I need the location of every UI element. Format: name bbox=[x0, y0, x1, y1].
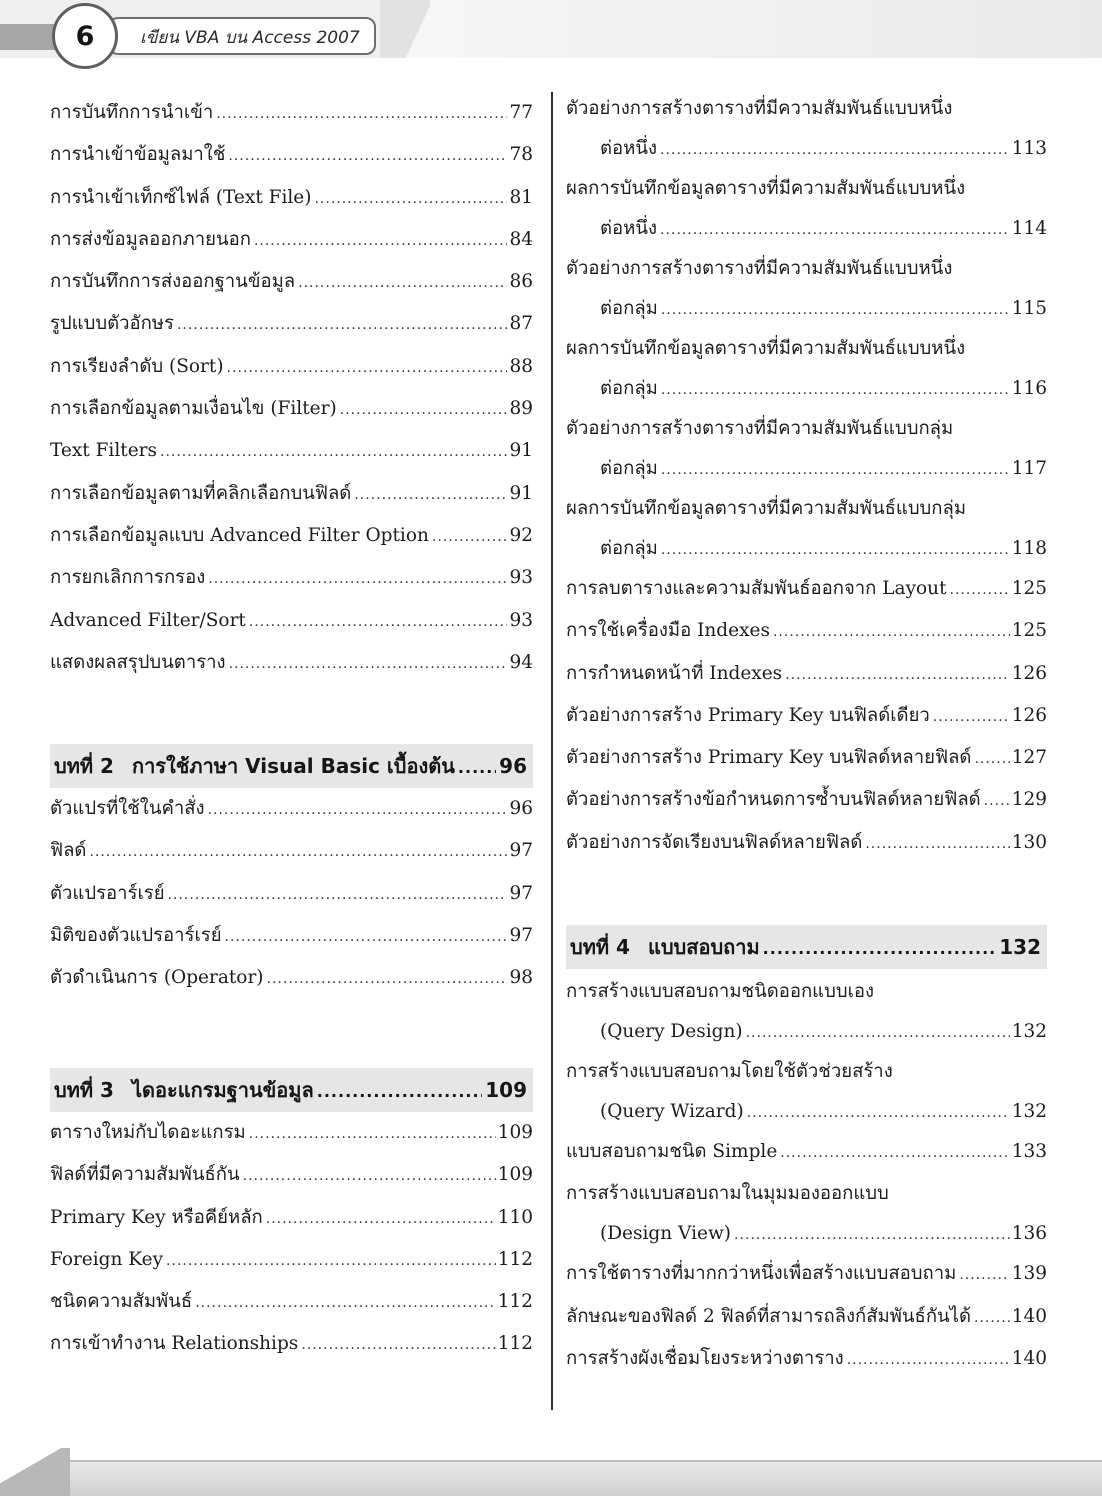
toc-list bbox=[50, 1112, 533, 1366]
toc-list bbox=[566, 1253, 1047, 1380]
toc-entry-continuation bbox=[566, 1093, 1047, 1131]
toc-entry bbox=[50, 788, 533, 830]
toc-leader bbox=[660, 131, 1010, 169]
toc-left-column bbox=[50, 92, 533, 684]
toc-entry-page: 133 bbox=[1011, 1141, 1047, 1162]
toc-entry-continuation bbox=[566, 130, 1047, 168]
toc-entry-title: การสร้างแบบสอบถามชนิดออกแบบเอง bbox=[566, 981, 875, 1002]
toc-entry bbox=[566, 568, 1047, 610]
toc-entry-page: 109 bbox=[497, 1164, 533, 1186]
toc-entry-continuation bbox=[566, 450, 1047, 488]
toc-entry-page: 87 bbox=[509, 313, 533, 335]
toc-leader bbox=[168, 874, 508, 916]
toc-entry-page: 126 bbox=[1011, 662, 1047, 684]
toc-entry-title: รูปแบบตัวอักษร bbox=[50, 313, 174, 335]
toc-list bbox=[566, 568, 1047, 864]
toc-entry-page: 140 bbox=[1011, 1347, 1047, 1369]
toc-two-line-entry bbox=[566, 1051, 1047, 1131]
toc-leader bbox=[317, 1070, 483, 1114]
toc-entry-title: ตัวอย่างการสร้างตารางที่มีความสัมพันธ์แบบหนึ่ง bbox=[566, 258, 953, 279]
toc-entry-title: การนำเข้าข้อมูลมาใช้ bbox=[50, 144, 226, 166]
toc-leader bbox=[298, 262, 507, 304]
toc-entry-title: การเลือกข้อมูลตามที่คลิกเลือกบนฟิลด์ bbox=[50, 482, 352, 504]
toc-leader bbox=[660, 211, 1010, 249]
toc-entry-page: 113 bbox=[1011, 138, 1047, 159]
toc-entry-continuation bbox=[566, 370, 1047, 408]
toc-entry-title: การลบตารางและความสัมพันธ์ออกจาก Layout bbox=[566, 578, 947, 599]
toc-entry-page: 93 bbox=[509, 567, 533, 589]
toc-leader bbox=[254, 220, 508, 262]
toc-entry-title: การเลือกข้อมูลแบบ Advanced Filter Option bbox=[50, 524, 429, 546]
toc-right-column bbox=[566, 88, 1047, 864]
toc-leader bbox=[458, 746, 496, 790]
toc-entry-title: มิติของตัวแปรอาร์เรย์ bbox=[50, 924, 222, 946]
toc-leader bbox=[160, 431, 507, 473]
toc-entry-page: 77 bbox=[509, 102, 533, 123]
toc-entry bbox=[50, 92, 533, 134]
header-band-right bbox=[430, 0, 1102, 58]
toc-leader bbox=[243, 1155, 496, 1197]
toc-entry-page: 129 bbox=[1011, 789, 1047, 811]
toc-entry bbox=[50, 1197, 533, 1239]
footer-corner-decoration bbox=[0, 1448, 70, 1496]
toc-entry-page: 84 bbox=[509, 228, 533, 250]
toc-entry-page: 132 bbox=[1011, 1021, 1047, 1042]
toc-entry bbox=[566, 1296, 1047, 1338]
toc-leader bbox=[661, 531, 1010, 569]
toc-entry bbox=[50, 1112, 533, 1154]
toc-entry-page: 97 bbox=[509, 924, 533, 946]
toc-entry bbox=[50, 873, 533, 915]
toc-leader bbox=[780, 1132, 1009, 1174]
toc-entry-continuation bbox=[566, 1013, 1047, 1051]
toc-entry-continuation bbox=[566, 530, 1047, 568]
toc-entry-page: 93 bbox=[509, 609, 533, 631]
toc-entry-page: 78 bbox=[509, 144, 533, 166]
chapter-heading bbox=[566, 925, 1047, 969]
toc-entry-continuation bbox=[566, 210, 1047, 248]
toc-entry-page: 116 bbox=[1011, 378, 1047, 399]
toc-entry-page: 112 bbox=[497, 1333, 533, 1355]
toc-leader bbox=[661, 291, 1010, 329]
chapter-title: ไดอะแกรมฐานข้อมูล bbox=[131, 1078, 314, 1102]
toc-leader bbox=[314, 178, 507, 220]
toc-entry-title: ตัวอย่างการสร้าง Primary Key บนฟิลด์หลายฟิลด์ bbox=[566, 747, 972, 769]
toc-entry-title: Foreign Key bbox=[50, 1248, 164, 1270]
toc-entry bbox=[566, 1253, 1047, 1295]
toc-entry-title: ฟิลด์ bbox=[50, 840, 87, 862]
chapter-title: การใช้ภาษา Visual Basic เบื้องต้น bbox=[131, 754, 455, 778]
toc-entry-title: การสร้างผังเชื่อมโยงระหว่างตาราง bbox=[566, 1347, 844, 1369]
toc-entry-title: ตัวอย่างการจัดเรียงบนฟิลด์หลายฟิลด์ bbox=[566, 831, 863, 853]
toc-entry-title: ฟิลด์ที่มีความสัมพันธ์กัน bbox=[50, 1164, 240, 1186]
toc-entry bbox=[50, 830, 533, 872]
toc-entry-title: Primary Key หรือคีย์หลัก bbox=[50, 1206, 263, 1228]
toc-entry-page: 117 bbox=[1011, 458, 1047, 479]
toc-entry bbox=[50, 430, 533, 472]
toc-entry-title: ตัวดำเนินการ (Operator) bbox=[50, 967, 264, 989]
toc-leader bbox=[208, 789, 508, 831]
toc-two-line-entry bbox=[566, 408, 1047, 488]
toc-entry-title: การยกเลิกการกรอง bbox=[50, 567, 206, 589]
toc-entry bbox=[50, 219, 533, 261]
toc-entry-page: 127 bbox=[1011, 747, 1047, 769]
toc-leader bbox=[301, 1324, 495, 1366]
toc-leader bbox=[227, 347, 508, 389]
toc-entry-page: 118 bbox=[1011, 538, 1047, 559]
toc-leader bbox=[177, 304, 508, 346]
toc-list bbox=[50, 788, 533, 999]
toc-two-line-entry bbox=[566, 971, 1047, 1051]
toc-leader bbox=[785, 654, 1010, 696]
toc-entry-page: 81 bbox=[509, 186, 533, 208]
toc-leader bbox=[747, 1094, 1010, 1132]
toc-leader bbox=[847, 1339, 1010, 1381]
toc-entry-page: 94 bbox=[509, 651, 533, 673]
chapter-3-section bbox=[50, 1068, 533, 1366]
chapter-number: บทที่ 4 bbox=[570, 935, 630, 959]
toc-two-line-entry bbox=[566, 1173, 1047, 1253]
chapter-heading bbox=[50, 1068, 533, 1112]
toc-entry-page: 130 bbox=[1011, 831, 1047, 853]
toc-entry-title: แสดงผลสรุปบนตาราง bbox=[50, 651, 226, 673]
toc-leader bbox=[228, 135, 507, 177]
toc-entry bbox=[50, 515, 533, 557]
toc-leader bbox=[974, 1297, 1010, 1339]
book-title: เขียน VBA บน Access 2007 bbox=[140, 28, 360, 48]
toc-entry bbox=[50, 600, 533, 642]
toc-leader bbox=[734, 1216, 1010, 1254]
chapter-2-section bbox=[50, 744, 533, 999]
toc-entry-page: 136 bbox=[1011, 1223, 1047, 1245]
toc-leader bbox=[89, 831, 507, 873]
toc-entry-title-cont: ต่อกลุ่ม bbox=[600, 538, 658, 559]
toc-leader bbox=[225, 916, 508, 958]
toc-entry-page: 140 bbox=[1011, 1305, 1047, 1327]
toc-entry-title: การเรียงลำดับ (Sort) bbox=[50, 355, 224, 377]
toc-entry bbox=[50, 303, 533, 345]
toc-entry-title: การนำเข้าเท็กซ์ไฟล์ (Text File) bbox=[50, 186, 312, 208]
toc-leader bbox=[865, 823, 1009, 865]
toc-entry bbox=[50, 134, 533, 176]
toc-entry bbox=[50, 1154, 533, 1196]
toc-entry-title: ผลการบันทึกข้อมูลตารางที่มีความสัมพันธ์แบบหนึ่ง bbox=[566, 338, 966, 359]
chapter-page: 109 bbox=[485, 1078, 527, 1102]
chapter-title: แบบสอบถาม bbox=[647, 935, 760, 959]
toc-entry-title: ผลการบันทึกข้อมูลตารางที่มีความสัมพันธ์แบบหนึ่ง bbox=[566, 178, 966, 199]
toc-entry-page: 126 bbox=[1011, 704, 1047, 726]
toc-entry bbox=[566, 653, 1047, 695]
toc-entry bbox=[566, 1338, 1047, 1380]
toc-entry-continuation bbox=[566, 290, 1047, 328]
toc-list bbox=[50, 92, 533, 684]
toc-two-line-entry bbox=[566, 328, 1047, 408]
toc-entry-page: 139 bbox=[1011, 1263, 1047, 1285]
toc-entry-title: แบบสอบถามชนิด Simple bbox=[566, 1141, 778, 1162]
toc-entry-continuation bbox=[566, 1215, 1047, 1253]
toc-entry bbox=[566, 737, 1047, 779]
toc-leader bbox=[661, 451, 1010, 489]
toc-leader bbox=[933, 696, 1010, 738]
toc-entry-title-cont: ต่อกลุ่ม bbox=[600, 458, 658, 479]
toc-entry-title-cont: (Query Design) bbox=[600, 1021, 743, 1042]
toc-entry bbox=[50, 473, 533, 515]
toc-entry-page: 97 bbox=[509, 840, 533, 862]
toc-entry-page: 125 bbox=[1011, 578, 1047, 599]
toc-entry-title: ตัวอย่างการสร้างตารางที่มีความสัมพันธ์แบบหนึ่ง bbox=[566, 98, 953, 119]
toc-entry-title-cont: (Query Wizard) bbox=[600, 1101, 744, 1122]
toc-entry-title-cont: ต่อหนึ่ง bbox=[600, 138, 657, 159]
toc-entry bbox=[50, 177, 533, 219]
toc-entry bbox=[50, 957, 533, 999]
toc-entry-page: 89 bbox=[509, 398, 533, 420]
toc-two-line-entry bbox=[566, 88, 1047, 168]
toc-leader bbox=[763, 927, 997, 971]
toc-entry-title: ผลการบันทึกข้อมูลตารางที่มีความสัมพันธ์แบบกลุ่ม bbox=[566, 498, 967, 519]
toc-leader bbox=[354, 474, 507, 516]
toc-two-line-entry bbox=[566, 248, 1047, 328]
column-divider bbox=[551, 92, 553, 1410]
toc-entry bbox=[50, 1239, 533, 1281]
toc-entry-page: 96 bbox=[509, 798, 533, 819]
toc-entry-page: 91 bbox=[509, 482, 533, 504]
toc-entry-title: ตัวอย่างการสร้างตารางที่มีความสัมพันธ์แบบกลุ่ม bbox=[566, 418, 954, 439]
toc-entry-page: 92 bbox=[509, 524, 533, 546]
toc-entry-page: 86 bbox=[509, 271, 533, 293]
toc-entry-page: 109 bbox=[497, 1122, 533, 1143]
toc-entry-title: ตัวอย่างการสร้าง Primary Key บนฟิลด์เดียว bbox=[566, 704, 930, 726]
toc-leader bbox=[661, 371, 1010, 409]
toc-leader bbox=[340, 389, 508, 431]
chapter-number: บทที่ 3 bbox=[54, 1078, 114, 1102]
toc-entry-page: 112 bbox=[497, 1248, 533, 1270]
toc-entry-title: การเข้าทำงาน Relationships bbox=[50, 1333, 299, 1355]
toc-entry-title: การสร้างแบบสอบถามโดยใช้ตัวช่วยสร้าง bbox=[566, 1061, 893, 1082]
toc-entry-title: Advanced Filter/Sort bbox=[50, 609, 246, 631]
toc-entry-page: 97 bbox=[509, 882, 533, 904]
toc-entry-page: 114 bbox=[1011, 218, 1047, 239]
toc-entry-title: ตารางใหม่กับไดอะแกรม bbox=[50, 1122, 246, 1143]
toc-entry-title-cont: (Design View) bbox=[600, 1223, 731, 1245]
toc-entry bbox=[566, 822, 1047, 864]
toc-two-line-entry bbox=[566, 168, 1047, 248]
toc-entry bbox=[50, 642, 533, 684]
toc-entry-title: การใช้ตารางที่มากกว่าหนึ่งเพื่อสร้างแบบสอบถาม bbox=[566, 1263, 957, 1285]
toc-leader bbox=[266, 1198, 496, 1240]
toc-leader bbox=[432, 516, 508, 558]
toc-leader bbox=[950, 569, 1010, 611]
toc-entry bbox=[50, 1323, 533, 1365]
toc-entry-title: การบันทึกการส่งออกฐานข้อมูล bbox=[50, 271, 296, 293]
toc-leader bbox=[746, 1014, 1010, 1052]
toc-entry-page: 88 bbox=[509, 355, 533, 377]
toc-leader bbox=[959, 1254, 1009, 1296]
chapter-heading bbox=[50, 744, 533, 788]
toc-entry-title: ตัวแปรที่ใช้ในคำสั่ง bbox=[50, 798, 205, 819]
toc-entry-title: Text Filters bbox=[50, 440, 157, 462]
toc-entry-page: 98 bbox=[509, 967, 533, 989]
toc-entry bbox=[566, 1131, 1047, 1173]
toc-entry bbox=[566, 610, 1047, 652]
toc-leader bbox=[249, 601, 508, 643]
toc-entry-title-cont: ต่อกลุ่ม bbox=[600, 298, 658, 319]
toc-entry-title: การส่งข้อมูลออกภายนอก bbox=[50, 228, 251, 250]
toc-leader bbox=[267, 958, 508, 1000]
toc-entry-title: ชนิดความสัมพันธ์ bbox=[50, 1291, 193, 1313]
footer-band bbox=[0, 1462, 1102, 1496]
toc-leader bbox=[773, 611, 1010, 653]
toc-leader bbox=[229, 643, 508, 685]
toc-leader bbox=[208, 558, 507, 600]
toc-entry-title: ตัวอย่างการสร้างข้อกำหนดการซ้ำบนฟิลด์หลายฟิลด์ bbox=[566, 789, 981, 811]
toc-entry-title: การกำหนดหน้าที่ Indexes bbox=[566, 662, 783, 684]
toc-entry-page: 110 bbox=[497, 1206, 533, 1228]
toc-two-line-entry bbox=[566, 488, 1047, 568]
page-number: 6 bbox=[52, 3, 118, 69]
chapter-page: 96 bbox=[499, 754, 527, 778]
toc-leader bbox=[984, 780, 1010, 822]
toc-entry-title: การบันทึกการนำเข้า bbox=[50, 102, 214, 123]
toc-entry bbox=[50, 557, 533, 599]
toc-entry bbox=[50, 1281, 533, 1323]
toc-entry-title: การใช้เครื่องมือ Indexes bbox=[566, 620, 770, 642]
toc-entry-page: 115 bbox=[1011, 298, 1047, 319]
chapter-number: บทที่ 2 bbox=[54, 754, 114, 778]
toc-entry bbox=[566, 779, 1047, 821]
toc-leader bbox=[974, 738, 1009, 780]
chapter-page: 132 bbox=[999, 935, 1041, 959]
toc-entry bbox=[50, 261, 533, 303]
toc-entry-title: ลักษณะของฟิลด์ 2 ฟิลด์ที่สามารถลิงก์สัมพันธ์กันได้ bbox=[566, 1305, 972, 1327]
toc-entry-title: การเลือกข้อมูลตามเงื่อนไข (Filter) bbox=[50, 398, 337, 420]
toc-entry bbox=[50, 346, 533, 388]
toc-entry-page: 91 bbox=[509, 440, 533, 462]
toc-entry-page: 132 bbox=[1011, 1101, 1047, 1122]
toc-entry-title: การสร้างแบบสอบถามในมุมมองออกแบบ bbox=[566, 1183, 889, 1205]
toc-leader bbox=[216, 93, 507, 135]
toc-entry bbox=[50, 388, 533, 430]
toc-leader bbox=[195, 1282, 496, 1324]
toc-entry bbox=[50, 915, 533, 957]
toc-entry-title-cont: ต่อหนึ่ง bbox=[600, 218, 657, 239]
toc-entry-page: 112 bbox=[497, 1291, 533, 1313]
toc-entry-title: ตัวแปรอาร์เรย์ bbox=[50, 882, 165, 904]
toc-leader bbox=[249, 1113, 496, 1155]
toc-entry-title-cont: ต่อกลุ่ม bbox=[600, 378, 658, 399]
chapter-4-section bbox=[566, 925, 1047, 1380]
toc-entry-page: 125 bbox=[1011, 620, 1047, 642]
toc-leader bbox=[166, 1240, 496, 1282]
toc-entry bbox=[566, 695, 1047, 737]
